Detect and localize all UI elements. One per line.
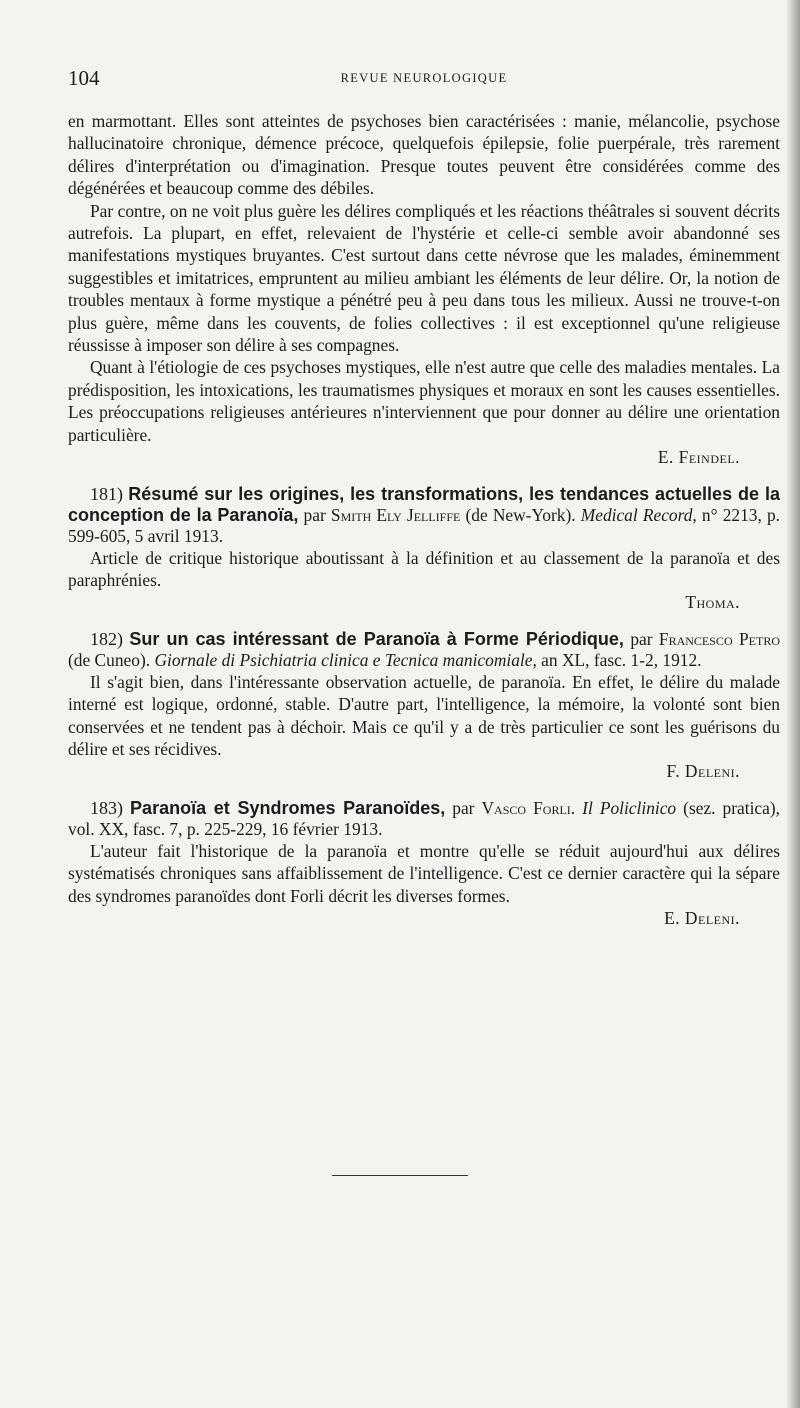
entry-place: . <box>570 797 583 818</box>
intro-paragraph-1: en marmottant. Elles sont atteintes de psychoses bien caractérisées : manie, mélancolie, psychose hallucinatoire chronique, démence précoce, quelquefois épilepsie, folie puerpérale, très rarement délires d'interprétation ou d'imagination. Presque toutes peuvent être considérées comme des dégénérées et beaucoup comme des débiles. <box>68 111 780 199</box>
entry-place: (de Cuneo). <box>68 649 155 670</box>
entry-heading <box>68 629 780 671</box>
entry-journal: Medical Record, <box>580 504 697 525</box>
abstract-entry-182 <box>68 629 780 783</box>
abstract-entry-181 <box>68 484 780 614</box>
entry-place: (de New-York). <box>460 504 581 525</box>
entry-number: 181) <box>90 483 123 504</box>
entry-by: par <box>623 628 659 649</box>
entry-by: par <box>445 797 482 818</box>
intro-paragraph-3: Quant à l'étiologie de ces psychoses mystiques, elle n'est autre que celle des maladies mentales. La prédisposition, les intoxications, les traumatismes physiques et moraux en sont les causes essentielles. Les préoccupations religieuses antérieures n'interviennent que pour donner au délire une orientation particulière. <box>68 357 780 445</box>
entry-title: Paranoïa et Syndromes Paranoïdes, <box>130 797 446 818</box>
entry-heading <box>68 484 780 547</box>
entry-heading <box>68 798 780 840</box>
entry-abstract: L'auteur fait l'historique de la paranoïa et montre qu'elle se réduit aujourd'hui aux délires systématisés chroniques sans affaiblissement de l'intelligence. C'est ce dernier caractère qui la sépare des syndromes paranoïdes dont Forli décrit les diverses formes. <box>68 840 780 906</box>
entry-signature: E. Deleni. <box>664 907 740 928</box>
entry-title: Résumé sur les origines, les transformations, les tendances actuelles de la conception de la Paranoïa, <box>68 483 780 525</box>
intro-signature: E. Feindel. <box>657 447 740 468</box>
section-divider <box>332 1175 468 1176</box>
page-number: 104 <box>68 66 100 90</box>
entry-signature: F. Deleni. <box>666 761 740 782</box>
entry-by: par <box>298 504 331 525</box>
entry-author: Smith Ely Jelliffe <box>330 504 461 525</box>
entry-journal: Giornale di Psichiatria clinica e Tecnica manicomiale, <box>154 649 537 670</box>
abstract-entry-183 <box>68 798 780 930</box>
entry-author: Vasco Forli <box>481 797 571 818</box>
page-body <box>68 110 780 929</box>
entry-number: 183) <box>90 797 123 818</box>
entry-abstract: Il s'agit bien, dans l'intéressante observation actuelle, de paranoïa. En effet, le délire du malade interné est logique, ordonné, stable. D'autre part, l'intelligence, la mémoire, la volonté sont bien conservées et ne tendent pas à déchoir. Mais ce qu'il y a de très particulier ce sont les guérisons du délire et ses récidives. <box>68 671 780 759</box>
entry-title: Sur un cas intéressant de Paranoïa à Forme Périodique, <box>129 628 624 649</box>
entry-details: n° 2213, p. 599-605, 5 avril 1913. <box>68 504 781 546</box>
entry-abstract: Article de critique historique aboutissant à la définition et au classement de la paranoïa et des paraphrénies. <box>68 547 780 590</box>
running-head <box>68 66 780 92</box>
entry-details: an XL, fasc. 1-2, 1912. <box>536 649 702 670</box>
entry-details: (sez. pratica), vol. XX, fasc. 7, p. 225-229, 16 février 1913. <box>68 797 780 839</box>
entry-author: Francesco Petro <box>658 628 781 649</box>
entry-signature: Thoma. <box>685 592 740 613</box>
intro-paragraph-2: Par contre, on ne voit plus guère les délires compliqués et les réactions théâtrales si souvent décrits autrefois. La plupart, en effet, relevaient de l'hystérie et celle-ci semble avoir abandonné ses manifestations mystiques bruyantes. C'est surtout dans cette névrose que les malades, éminemment suggestibles et imitatrices, empruntent au milieu ambiant les éléments de leur délire. Or, la notion de troubles mentaux à forme mystique a pénétré peu à peu dans tous les milieux. Aussi ne trouve-t-on plus guère, même dans les couvents, de folies collectives : il est exceptionnel qu'une religieuse réussisse à imposer son délire à ses compagnes. <box>68 200 780 356</box>
entry-journal: Il Policlinico <box>582 797 677 818</box>
entry-number: 182) <box>90 628 123 649</box>
journal-title: REVUE NEUROLOGIQUE <box>340 71 508 85</box>
